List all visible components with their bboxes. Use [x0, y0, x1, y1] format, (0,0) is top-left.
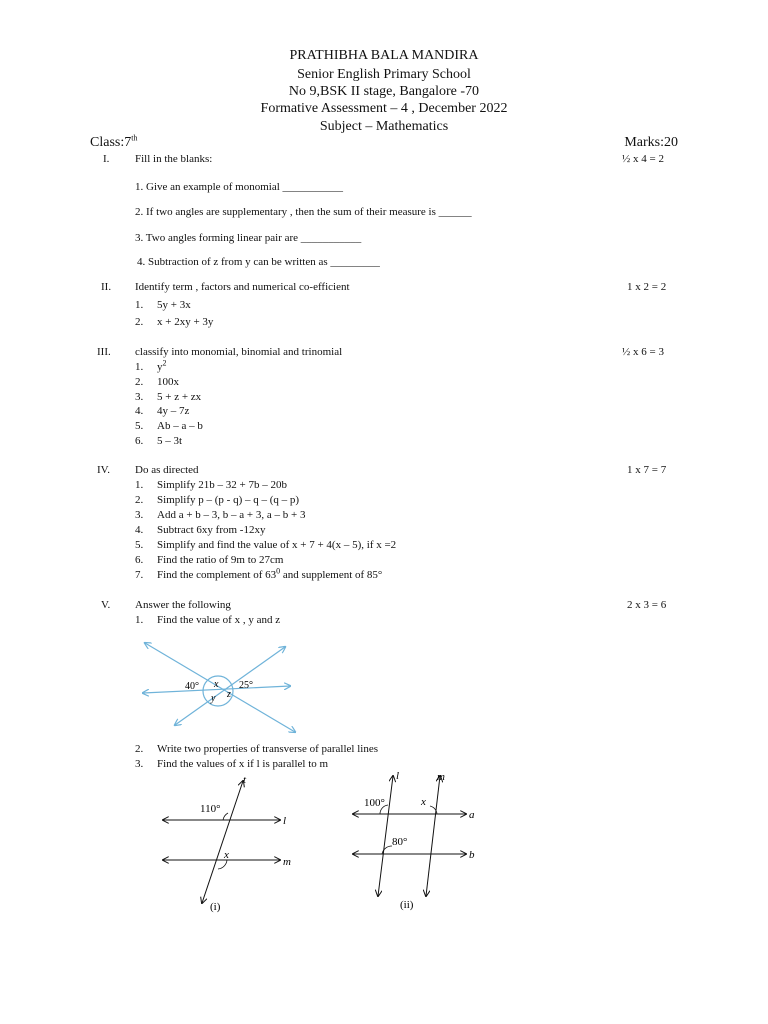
list-item: 6. 5 – 3t	[135, 435, 183, 447]
section-title: Identify term , factors and numerical co-efficient	[135, 281, 350, 293]
line-label: a	[469, 809, 475, 821]
list-item: 5. Ab – a – b	[135, 420, 203, 432]
line-label: l	[396, 770, 400, 782]
school-name: PRATHIBHA BALA MANDIRA	[289, 48, 479, 63]
section-marks: ½ x 4 = 2	[622, 153, 664, 165]
section-roman: II.	[101, 281, 112, 293]
list-item: 7. Find the complement of $63^0$ and supplement of 85°	[135, 566, 383, 581]
section-marks: 2 x 3 = 6	[627, 599, 667, 611]
intersecting-lines-figure	[135, 635, 305, 735]
question-item: 1. Give an example of monomial ___________	[135, 181, 344, 193]
angle-label: 40°	[185, 681, 199, 692]
section-roman: IV.	[97, 464, 110, 476]
angle-variable: x	[214, 679, 219, 690]
line-label: m	[437, 771, 445, 783]
question-item: 3. Two angles forming linear pair are ___________	[135, 232, 362, 244]
list-item: 6. Find the ratio of 9m to 27cm	[135, 554, 284, 566]
list-item: 1. 5y + 3x	[135, 299, 191, 311]
list-item: 3. 5 + z + zx	[135, 391, 202, 403]
list-item: 2. Write two properties of transverse of parallel lines	[135, 743, 379, 755]
question-item: 2. If two angles are supplementary , then the sum of their measure is ______	[135, 206, 472, 218]
angle-variable: y	[211, 693, 216, 704]
line-label: l	[283, 815, 287, 827]
section-roman: I.	[103, 153, 110, 165]
section-marks: 1 x 7 = 7	[627, 464, 667, 476]
marks-total: Marks:20	[624, 135, 678, 150]
section-title: Do as directed	[135, 464, 199, 476]
angle-variable: x	[421, 796, 426, 808]
angle-variable: z	[227, 689, 231, 700]
angle-label: 110°	[200, 803, 221, 815]
section-roman: III.	[97, 346, 111, 358]
section-roman: V.	[101, 599, 111, 611]
line-label: m	[283, 856, 291, 868]
school-type: Senior English Primary School	[297, 67, 471, 82]
angle-label: 100°	[364, 797, 385, 809]
question-item: 4. Subtraction of z from y can be written as _________	[137, 256, 380, 268]
line-label: b	[469, 849, 475, 861]
section-marks: 1 x 2 = 2	[627, 281, 667, 293]
list-item: 2. Simplify p – (p - q) – q – (q – p)	[135, 494, 300, 506]
figure-caption: (i)	[210, 901, 221, 913]
list-item: 5. Simplify and find the value of x + 7 + 4(x – 5), if x =2	[135, 539, 397, 551]
list-item: 2. x + 2xy + 3y	[135, 316, 214, 328]
list-item: 4. Subtract 6xy from -12xy	[135, 524, 266, 536]
angle-label: 80°	[392, 836, 408, 848]
section-marks: ½ x 6 = 3	[622, 346, 664, 358]
list-item: 3. Find the values of x if l is parallel to m	[135, 758, 329, 770]
list-item: 1. Simplify 21b – 32 + 7b – 20b	[135, 479, 287, 491]
list-item: 1. Find the value of x , y and z	[135, 614, 281, 626]
section-title: Fill in the blanks:	[135, 153, 213, 165]
line-label: t	[243, 774, 247, 786]
list-item: 4. 4y – 7z	[135, 405, 190, 417]
subject-title: Subject – Mathematics	[319, 119, 449, 134]
section-title: classify into monomial, binomial and trinomial	[135, 346, 343, 358]
school-address: No 9,BSK II stage, Bangalore -70	[288, 84, 480, 99]
figure-caption: (ii)	[400, 899, 414, 911]
parallel-lines-figure-ii	[348, 770, 488, 915]
assessment-title: Formative Assessment – 4 , December 2022	[260, 101, 508, 116]
list-item: 3. Add a + b – 3, b – a + 3, a – b + 3	[135, 509, 306, 521]
angle-label: 25°	[239, 680, 253, 691]
angle-variable: x	[224, 849, 229, 861]
list-item: 1. $y^2$	[135, 358, 167, 373]
parallel-lines-figure-i	[155, 773, 305, 913]
class-label: Class:7th	[90, 133, 138, 150]
section-title: Answer the following	[135, 599, 231, 611]
list-item: 2. 100x	[135, 376, 179, 388]
